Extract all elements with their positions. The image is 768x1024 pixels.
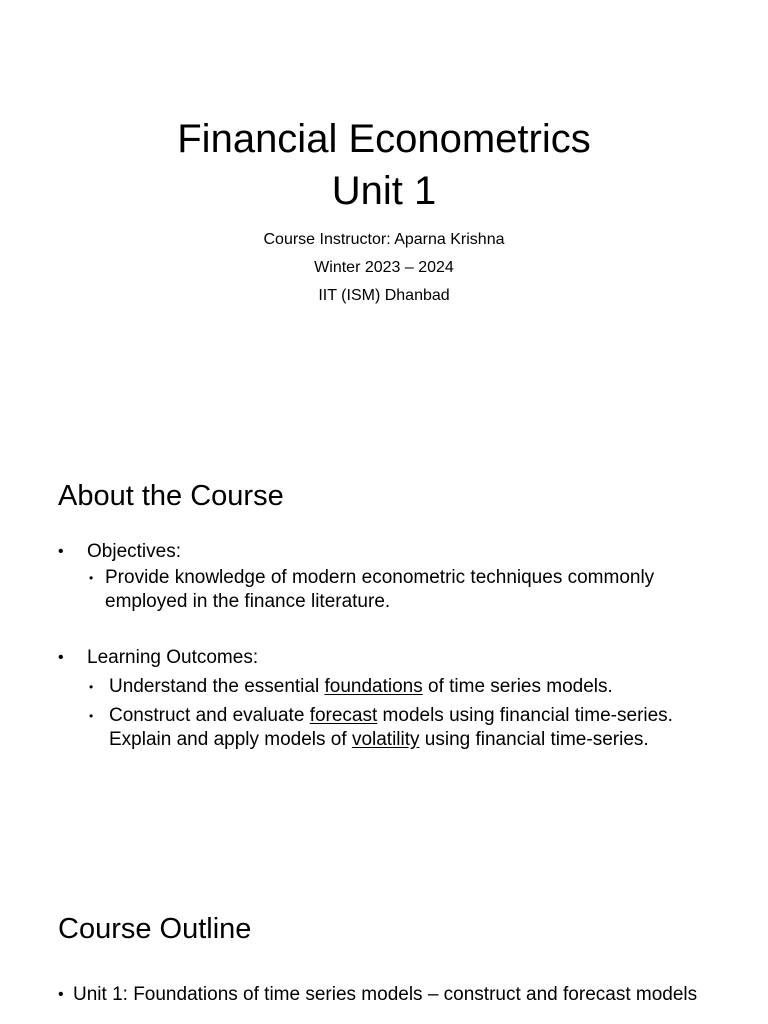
learning-outcome-item: Explain and apply models of volatility using financial time-series.	[109, 729, 649, 750]
slide-title-line-1: Financial Econometrics	[177, 117, 591, 161]
about-course-heading: About the Course	[58, 480, 284, 512]
objective-line: Provide knowledge of modern econometric techniques commonly	[105, 567, 655, 588]
bullet-glyph: •	[58, 649, 64, 666]
bullet-glyph: •	[58, 543, 64, 560]
bullet-glyph: •	[58, 986, 64, 1003]
course-instructor: Course Instructor: Aparna Krishna	[263, 231, 505, 248]
learning-outcomes-label: Learning Outcomes:	[87, 647, 259, 668]
course-outline-heading: Course Outline	[58, 913, 252, 945]
objectives-label: Objectives:	[87, 541, 181, 562]
learning-outcome-item: Construct and evaluate forecast models using financial time-series.	[109, 705, 673, 726]
course-institution: IIT (ISM) Dhanbad	[318, 287, 450, 304]
bullet-glyph: •	[89, 709, 94, 723]
outline-item: Unit 1: Foundations of time series models – construct and forecast models	[73, 984, 698, 1005]
bullet-glyph: •	[89, 571, 94, 585]
learning-outcome-item: Understand the essential foundations of time series models.	[109, 676, 613, 697]
objective-line: employed in the finance literature.	[105, 591, 391, 612]
bullet-glyph: •	[89, 680, 94, 694]
slide-title-line-2: Unit 1	[331, 169, 437, 213]
course-term: Winter 2023 – 2024	[314, 259, 454, 276]
